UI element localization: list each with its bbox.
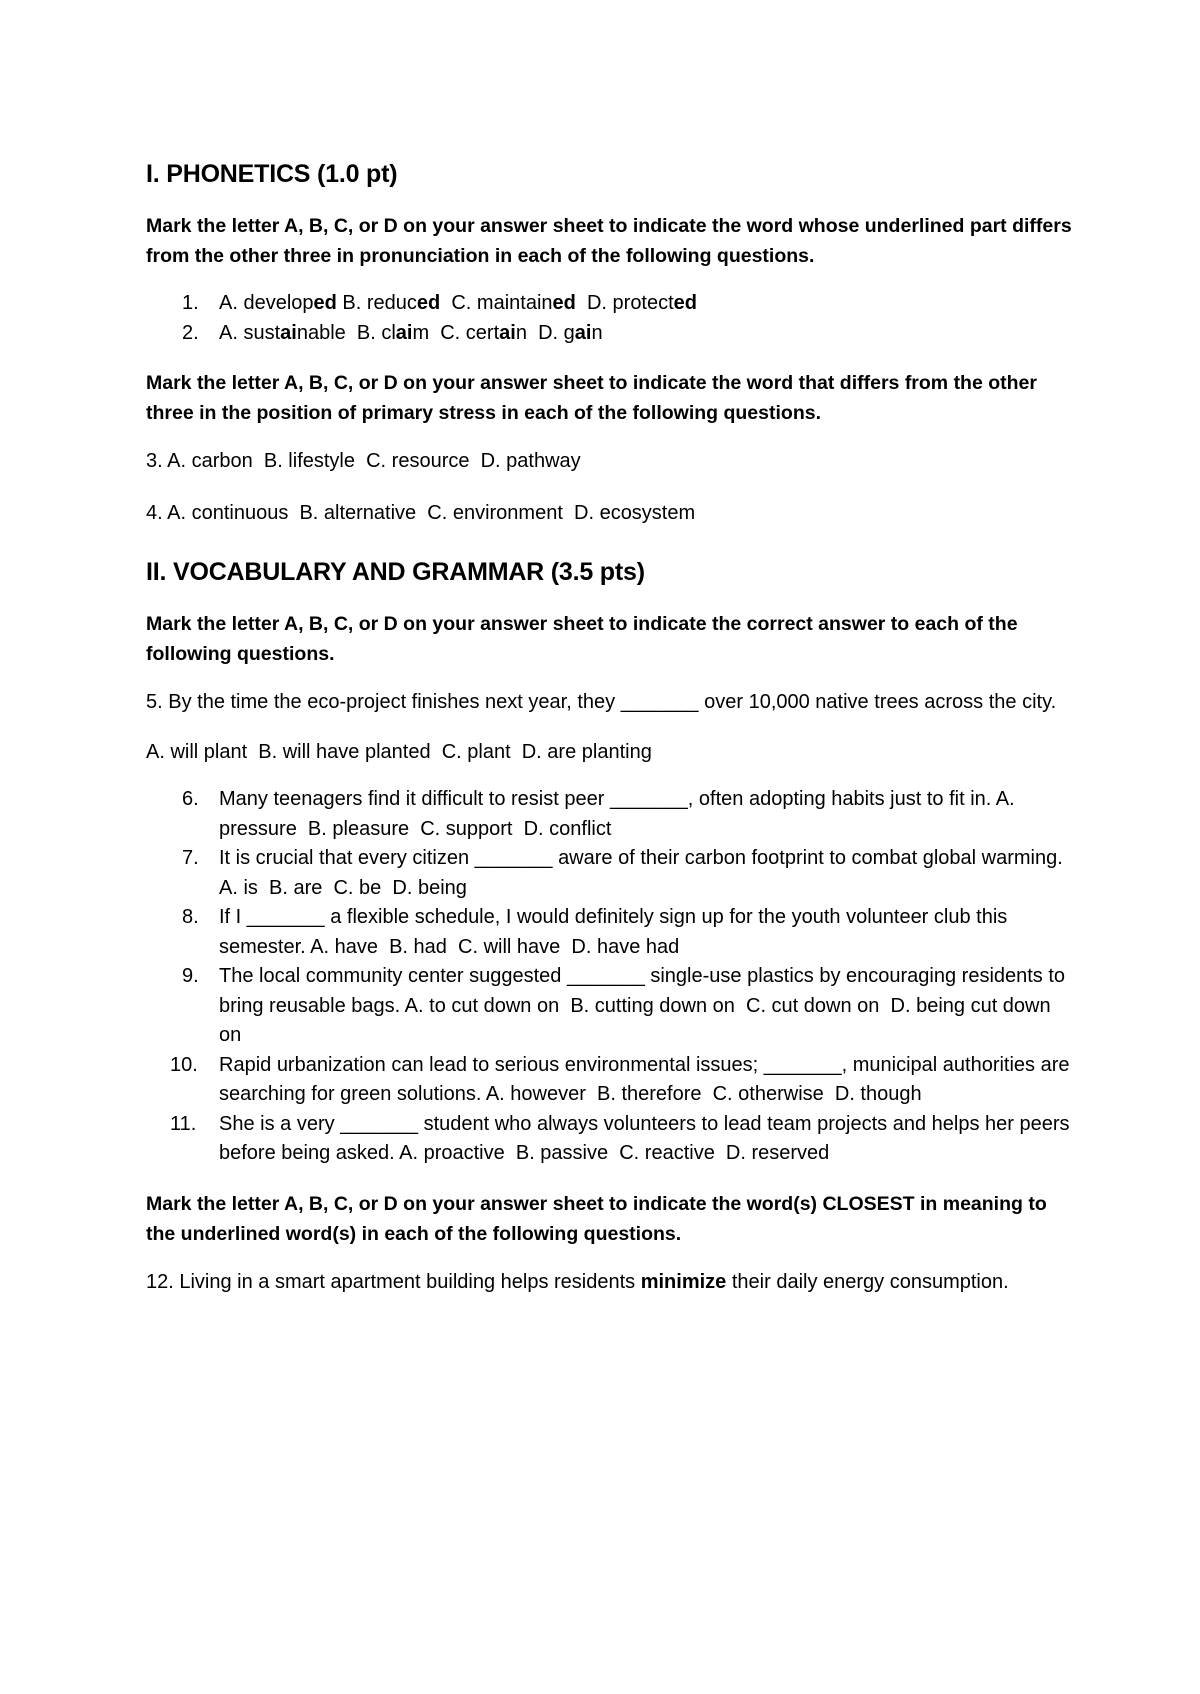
question-10 — [146, 1051, 1076, 1110]
question-number: 10. — [170, 1053, 198, 1076]
highlighted-part: ed — [673, 292, 698, 314]
underlined-word: minimize — [640, 1270, 727, 1293]
question-number: 11. — [170, 1112, 197, 1135]
question-12 — [146, 1267, 1076, 1297]
question-2 — [146, 319, 1076, 349]
option-text: n D. g — [515, 321, 575, 344]
question-9 — [146, 962, 1076, 1051]
question-text: 12. Living in a smart apartment building helps residents — [146, 1270, 641, 1293]
question-4: 4. A. continuous B. alternative C. environment D. ecosystem — [146, 502, 696, 524]
question-7 — [146, 844, 1076, 903]
question-11 — [146, 1110, 1076, 1169]
highlighted-part: ai — [574, 321, 592, 344]
question-5-options: A. will plant B. will have planted C. plant D. are planting — [146, 741, 652, 763]
question-text: If I _______ a flexible schedule, I would definitely sign up for the youth volunteer club this semester. A. have B. had C. will have D. have had — [219, 906, 1013, 958]
question-5: 5. By the time the eco-project finishes next year, they _______ over 10,000 native trees across the city. — [146, 691, 1057, 713]
question-text: Rapid urbanization can lead to serious environmental issues; _______, municipal authorities are searching for green solutions. A. however B. therefore C. otherwise D. though — [219, 1053, 1076, 1105]
question-number: 2. — [182, 321, 199, 344]
instruction-stress: Mark the letter A, B, C, or D on your answer sheet to indicate the word that differs from the other three in the position of primary stress in each of the following questions. — [146, 372, 1037, 424]
instruction-correct-answer: Mark the letter A, B, C, or D on your answer sheet to indicate the correct answer to each of the following questions. — [146, 613, 1018, 665]
option-d-text: D. protect — [575, 292, 674, 314]
question-text: She is a very _______ student who always volunteers to lead team projects and helps her peers before being asked. A. proactive B. passive C. reactive D. reserved — [219, 1112, 1076, 1164]
question-1 — [146, 289, 1076, 319]
question-number: 7. — [182, 847, 199, 869]
question-number: 1. — [182, 292, 199, 314]
option-text: nable B. cl — [296, 321, 396, 344]
option-text: m C. cert — [412, 321, 500, 344]
question-list-pronunciation — [146, 289, 1076, 348]
highlighted-part: ai — [395, 321, 413, 344]
instruction-closest-meaning: Mark the letter A, B, C, or D on your answer sheet to indicate the word(s) CLOSEST in meaning to the underlined word(s) in each of the following questions. — [146, 1192, 1047, 1245]
highlighted-part: ed — [313, 292, 337, 314]
question-list-grammar — [146, 785, 1076, 1169]
question-6 — [146, 785, 1076, 844]
question-number: 9. — [182, 965, 199, 987]
question-8 — [146, 903, 1076, 962]
question-number: 6. — [182, 788, 199, 810]
option-c-text: C. maintain — [440, 292, 553, 314]
highlighted-part: ed — [416, 292, 441, 314]
question-text: Many teenagers find it difficult to resist peer _______, often adopting habits just to fit in. A. pressure B. pleasure C. support D. conflict — [219, 788, 1021, 840]
question-text: It is crucial that every citizen _______ aware of their carbon footprint to combat global warming. A. is B. are C. be D. being — [219, 847, 1068, 899]
highlighted-part: ai — [280, 321, 297, 344]
highlighted-part: ai — [499, 321, 516, 344]
question-text: their daily energy consumption. — [726, 1270, 1009, 1293]
question-3: 3. A. carbon B. lifestyle C. resource D. pathway — [146, 450, 581, 472]
document-content — [146, 160, 1076, 1297]
instruction-pronunciation: Mark the letter A, B, C, or D on your answer sheet to indicate the word whose underlined part differs from the other three in pronunciation in each of the following questions. — [146, 215, 1072, 267]
option-a-text: A. sust — [219, 321, 281, 344]
section-title-phonetics: I. PHONETICS (1.0 pt) — [146, 160, 398, 188]
option-b-text: B. reduc — [336, 292, 417, 314]
highlighted-part: ed — [552, 292, 576, 314]
section-title-vocabulary: II. VOCABULARY AND GRAMMAR (3.5 pts) — [146, 558, 645, 586]
question-text: The local community center suggested _______ single-use plastics by encouraging residents to bring reusable bags. A. to cut down on B. cutting down on C. cut down on D. being cut down on — [219, 965, 1071, 1046]
option-text: n — [591, 321, 603, 344]
option-a-text: A. develop — [219, 292, 314, 314]
question-number: 8. — [182, 906, 199, 928]
